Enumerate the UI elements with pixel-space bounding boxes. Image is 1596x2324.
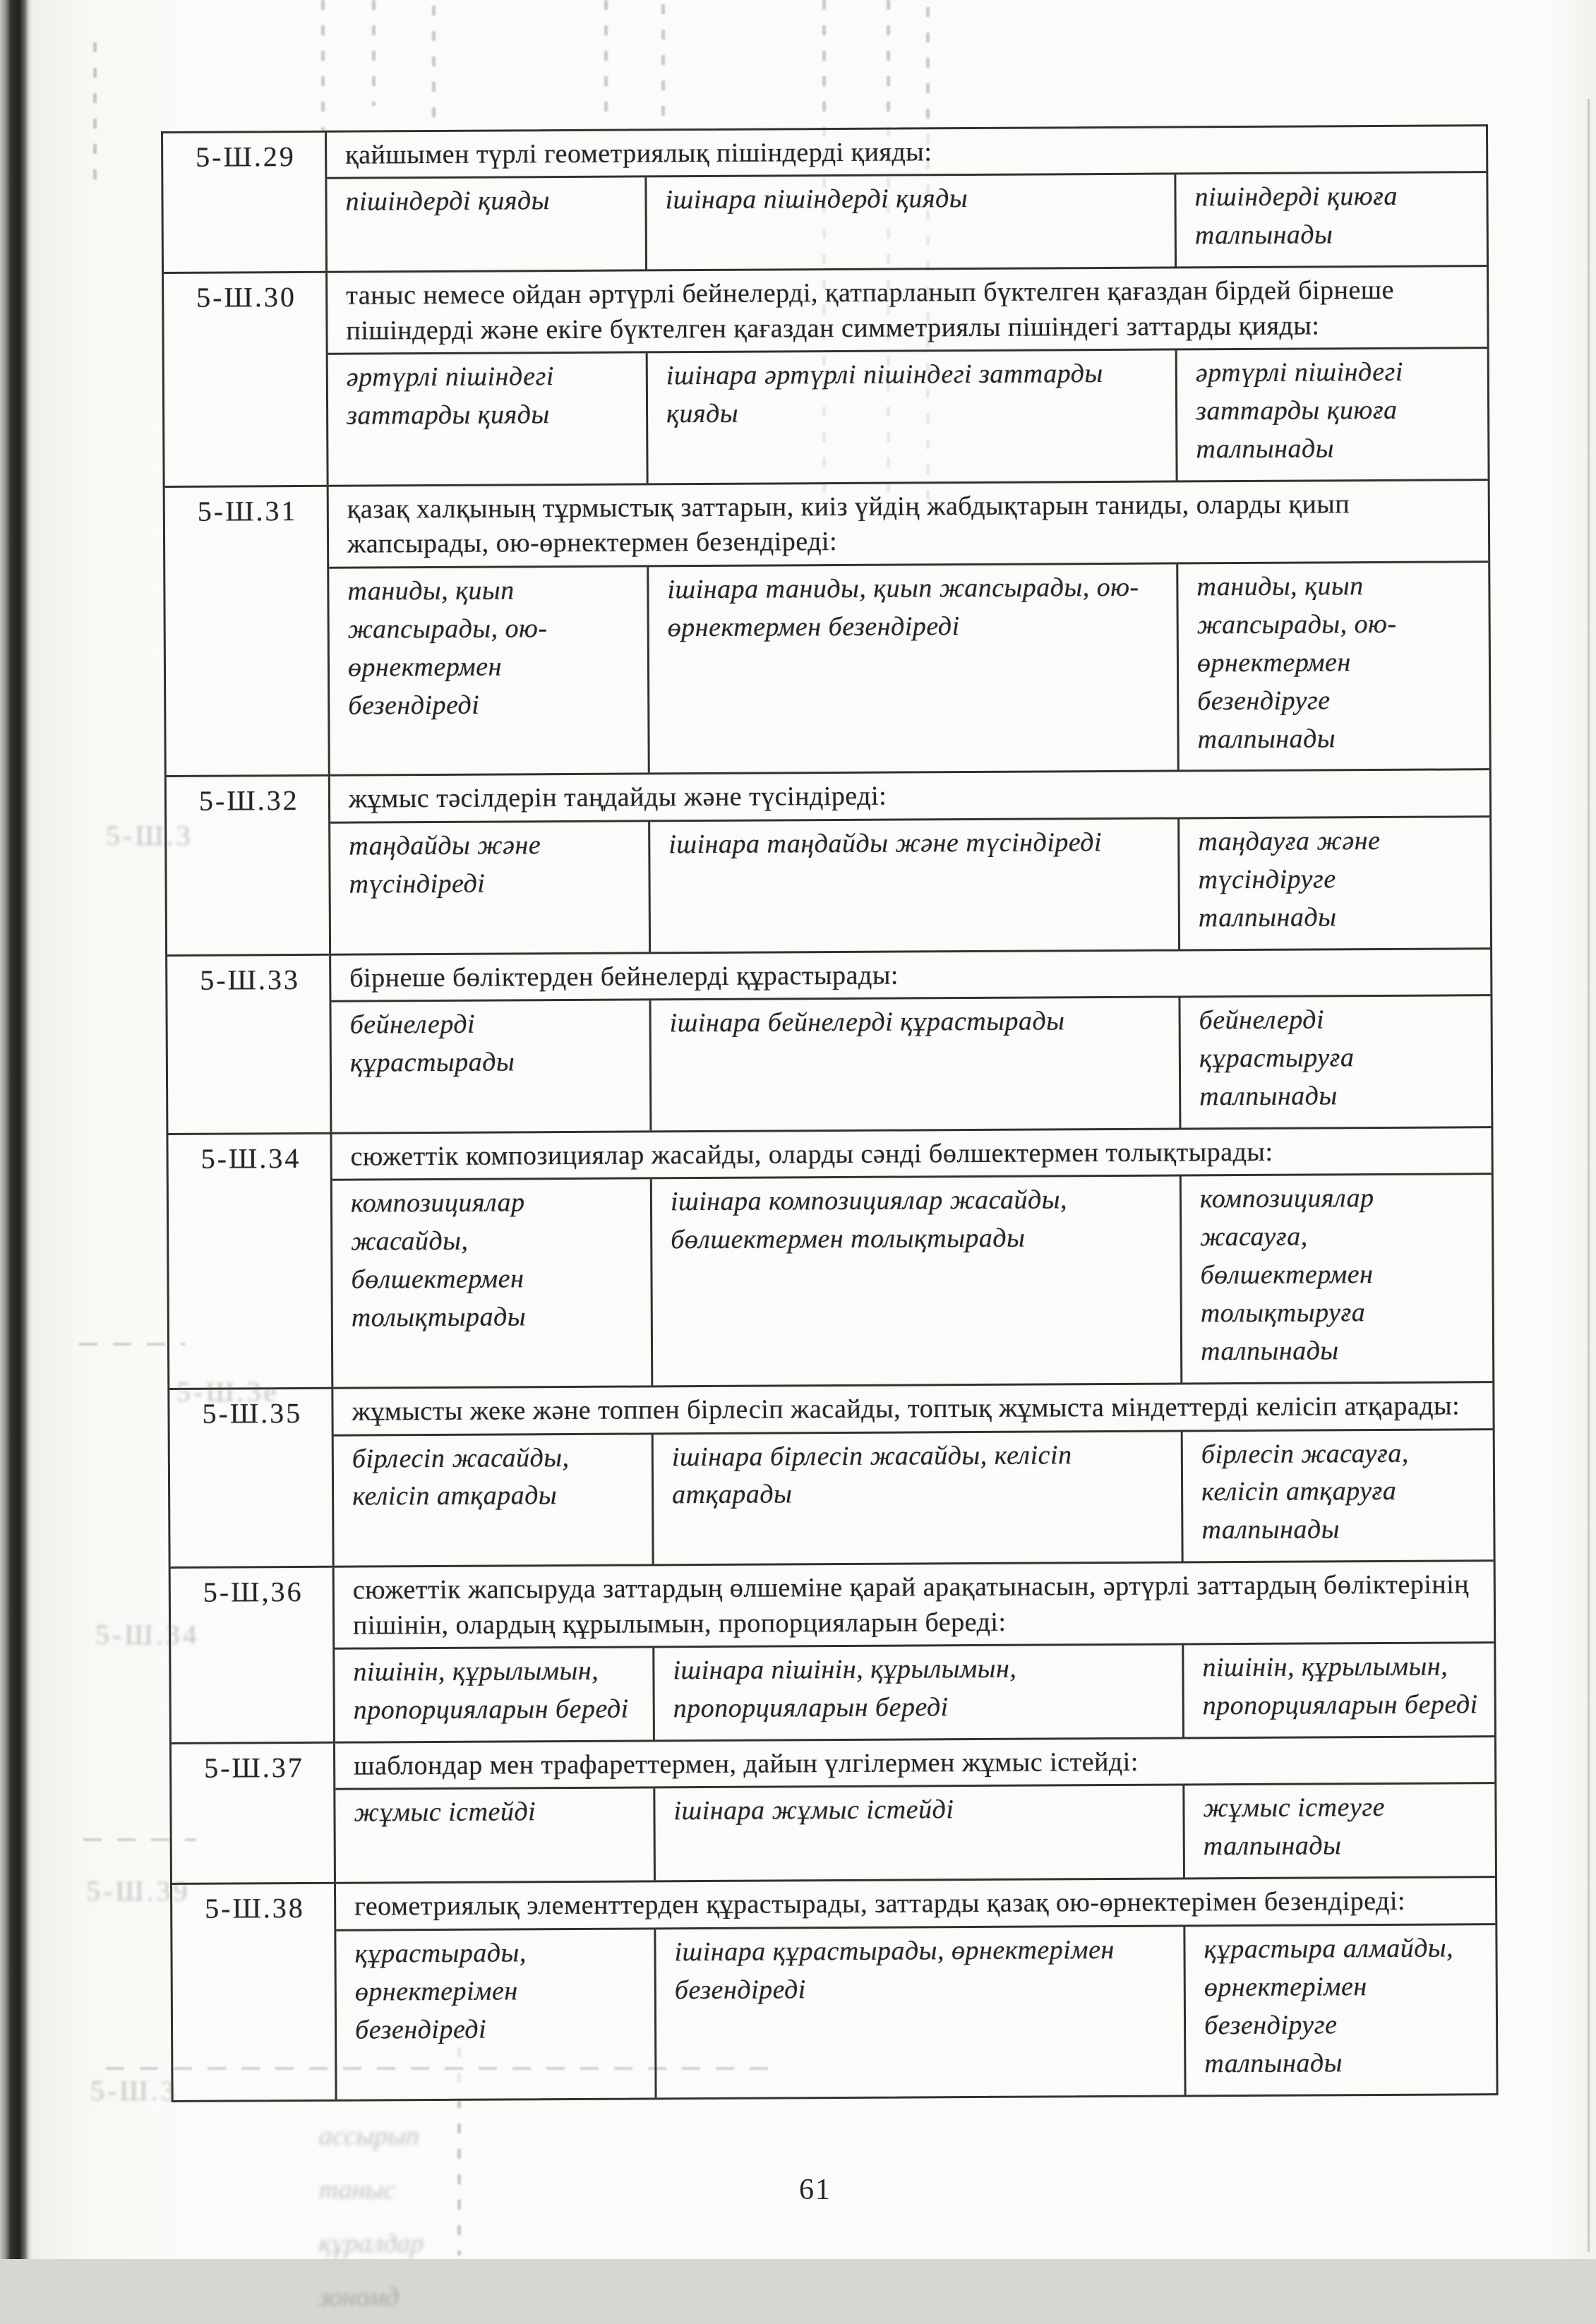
table-row [167,947,1491,1133]
row-description: геометриялық элементтерден құрастырады, заттарды қазақ ою-өрнектерімен безендіреді: [336,1879,1495,1931]
bleedthrough-dash-line [106,2067,776,2070]
row-description: сюжеттік композициялар жасайды, оларды сәнді бөлшектермен толықтырады: [332,1128,1491,1181]
row-code: 5-Ш.33 [167,955,332,1132]
bleedthrough-text-line: зономд [318,2282,400,2312]
level-2-cell: ішінара пішінін, құрылымын, пропорцияларын береді [652,1646,1182,1740]
row-code: 5-Ш.37 [172,1744,336,1883]
row-code: 5-Ш,36 [171,1568,335,1742]
row-description: жұмысты жеке және топпен бірлесіп жасайды, топтық жұмыста міндеттерді келісіп атқарады: [333,1383,1492,1436]
table-row [163,126,1487,272]
level-2-cell: ішінара композициялар жасайды, бөлшектермен толықтырады [650,1177,1181,1386]
row-code: 5-Ш.29 [163,133,328,272]
row-description: шаблондар мен трафареттермен, дайын үлгілермен жұмыс істейді: [335,1737,1494,1790]
bleedthrough-dash-line [83,1838,196,1841]
row-code: 5-Ш.35 [169,1389,334,1567]
level-1-cell: бейнелерді құрастырады [349,1009,515,1078]
level-3-cell: жұмыс істеуге талпынады [1182,1785,1495,1878]
bleedthrough-text-line: таныс [318,2175,397,2205]
bleedthrough-text-line: құралдар [318,2229,426,2258]
bleedthrough-dash-column [321,0,325,131]
level-3-cell: бірлесіп жасауға, келісіп атқаруға талпынады [1181,1430,1494,1562]
table-row [169,1381,1493,1567]
level-1-cell: таңдайды және түсіндіреді [349,830,541,899]
level-3-cell: композициялар жасауға, бөлшектермен толықтыруға талпынады [1180,1175,1493,1383]
level-2-cell: ішінара бірлесіп жасайды, келісіп атқарады [652,1432,1182,1564]
bleedthrough-dash-column [372,0,376,106]
row-description: сюжеттік жапсыруда заттардың өлшеміне қарай арақатынасын, әртүрлі заттардың бөліктерінің пішінін, олардың құрылымын, пропорцияларын береді: [335,1562,1494,1650]
criteria-table [161,124,1499,2102]
level-2-cell: ішінара жұмыс істейді [653,1786,1183,1881]
level-1-cell: пішіндерді қияды [345,186,551,217]
level-1-cell: таниды, қиып жапсырады, ою-өрнектермен безендіреді [347,575,548,721]
table-row [168,1126,1492,1388]
row-code: 5-Ш.34 [168,1134,333,1388]
bleedthrough-dash-column [661,4,665,117]
level-3-cell: пішінін, құрылымын, пропорцияларын береді [1182,1643,1494,1737]
level-2-cell: ішінара құрастырады, өрнектерімен безендіреді [654,1927,1184,2097]
bleedthrough-ghost-code: 5-Ш.3 [90,2075,178,2107]
level-2-cell: ішінара таниды, қиып жапсырады, ою-өрнектермен безендіреді [647,564,1177,773]
level-1-cell: композициялар жасайды, бөлшектермен толықтырады [350,1187,527,1333]
level-3-cell: құрастыра алмайды, өрнектерімен безендіруге талпынады [1183,1925,1496,2095]
bleedthrough-dash-column [93,42,97,191]
bleedthrough-dash-column [432,6,436,129]
scan-spine-shadow [0,0,32,2259]
level-2-cell: ішінара пішіндерді қияды [644,175,1175,270]
level-1-cell: құрастырады, өрнектерімен безендіреді [354,1938,527,2045]
row-description: бірнеше бөліктерден бейнелерді құрастырады: [331,950,1490,1002]
level-1-cell: пішінін, құрылымын, пропорцияларын береді [353,1655,629,1725]
bleedthrough-text-line: ассырып [318,2121,421,2151]
level-1-cell: жұмыс істейді [354,1797,536,1828]
level-3-cell: әртүрлі пішіндегі заттарды қиюға талпынады [1175,349,1488,480]
row-code: 5-Ш.30 [164,273,329,486]
row-code: 5-Ш.38 [172,1884,337,2100]
level-2-cell: ішінара әртүрлі пішіндегі заттарды қияды [646,351,1176,484]
page-number: 61 [799,2174,832,2206]
bleedthrough-ghost-code: 5-Ш.3е [176,1376,280,1408]
row-description: қайшымен түрлі геометриялық пішіндерді қияды: [327,126,1486,179]
level-2-cell: ішінара бейнелерді құрастырады [649,998,1179,1131]
bleedthrough-ghost-code: 5-Ш.3 [106,820,193,851]
level-3-cell: бейнелерді құрастыруға талпынады [1178,996,1491,1127]
level-1-cell: әртүрлі пішіндегі заттарды қияды [346,361,555,431]
bleedthrough-dash-column [604,0,608,127]
table-row [165,479,1489,775]
level-3-cell: таңдауға және түсіндіруге талпынады [1177,817,1490,949]
bleedthrough-text [319,2109,644,2324]
bleedthrough-ghost-code: 5-Ш.39 [86,1875,191,1907]
row-code: 5-Ш.32 [167,777,331,954]
row-description: таныс немесе ойдан әртүрлі бейнелерді, қатпарланып бүктелген қағаздан бірдей бірнеше пішіндерді және екіге бүктелген қағаздан симметриялы пішіндегі заттарды қияды: [328,267,1487,354]
table-row [167,769,1490,954]
table-row [172,1876,1496,2100]
bleedthrough-ghost-code: 5-Ш.34 [95,1619,200,1651]
page-edge-line [1588,99,1590,2252]
row-description: жұмыс тәсілдерін таңдайды және түсіндіреді: [330,771,1489,824]
level-3-cell: таниды, қиып жапсырады, ою-өрнектермен безендіруге талпынады [1176,563,1489,770]
row-description: қазақ халқының тұрмыстық заттарын, киіз үйдің жабдықтарын таниды, оларды қиып жапсырады, ою-өрнектермен безендіреді: [329,481,1489,568]
level-3-cell: пішіндерді қиюға талпынады [1174,174,1487,267]
table-row [171,1560,1494,1742]
table-row [164,265,1488,485]
table-row [172,1735,1495,1883]
level-2-cell: ішінара таңдайды және түсіндіреді [648,819,1178,952]
row-code: 5-Ш.31 [165,487,330,776]
level-1-cell: бірлесіп жасайды, келісіп атқарады [352,1442,570,1512]
bleedthrough-dash-line [79,1343,185,1346]
